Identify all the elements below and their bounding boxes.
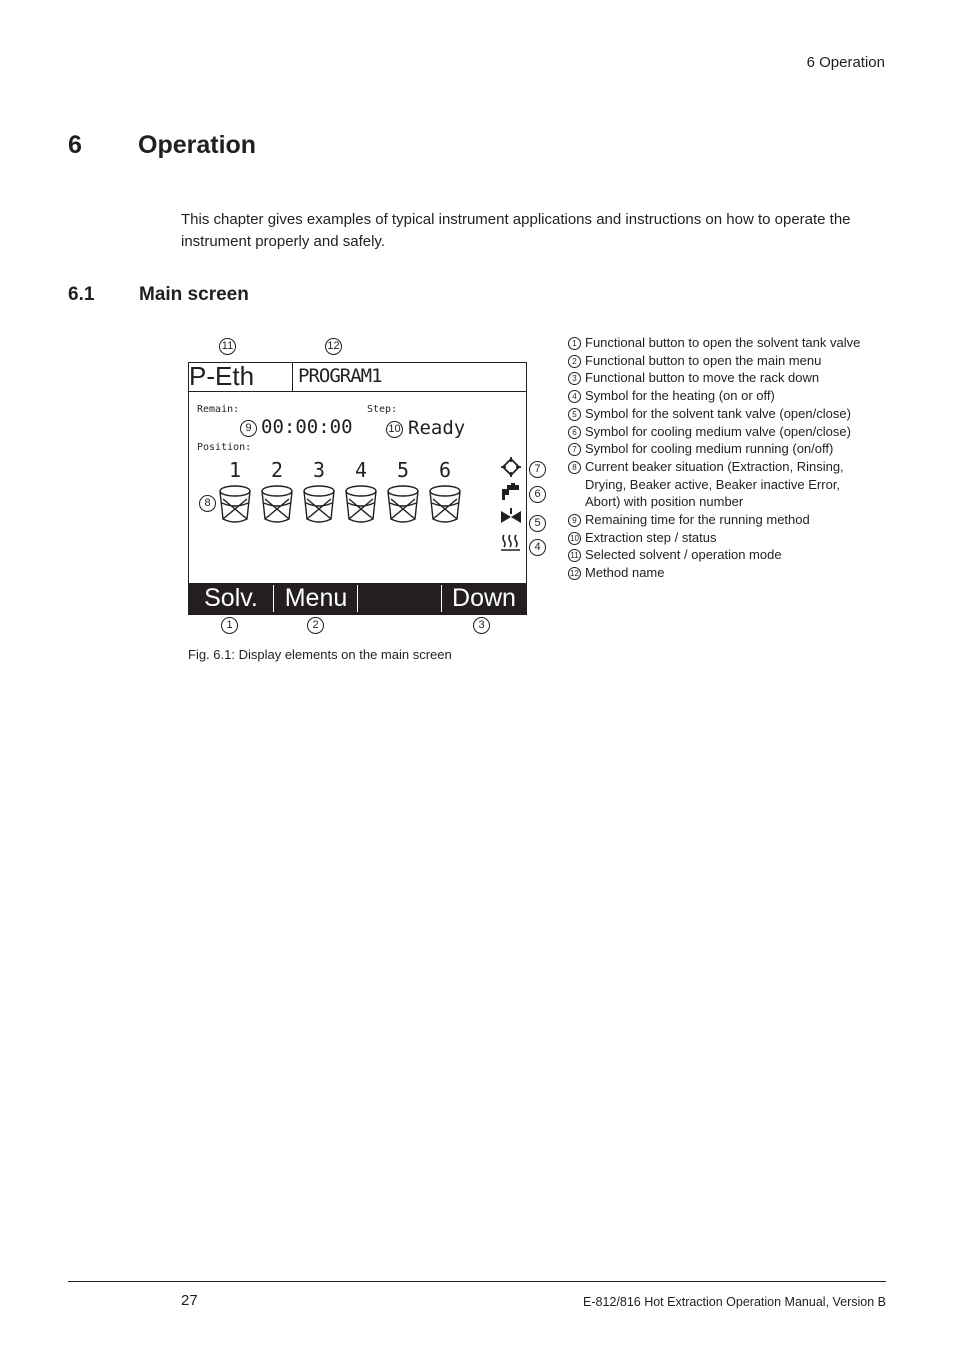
legend-number: 9: [568, 514, 581, 527]
position-number: 2: [270, 458, 284, 482]
callout-3: 3: [473, 617, 490, 634]
beaker-icon: [346, 486, 376, 522]
legend-number: 6: [568, 426, 581, 439]
legend-item: [568, 387, 898, 405]
down-softkey[interactable]: Down: [452, 584, 516, 612]
legend-item: [568, 440, 898, 458]
legend-item: [568, 564, 898, 582]
heating-icon: [501, 535, 520, 550]
header-divider: [292, 363, 293, 392]
legend-number: 8: [568, 461, 581, 474]
figure-caption: Fig. 6.1: Display elements on the main screen: [188, 647, 452, 662]
lcd-display: [188, 362, 527, 615]
callout-2: 2: [307, 617, 324, 634]
legend-text: Remaining time for the running method: [585, 512, 810, 528]
chapter-number: 6: [68, 131, 82, 159]
solvent-valve-icon: [501, 508, 521, 523]
chapter-title: Operation: [138, 131, 257, 159]
callout-4: 4: [529, 539, 546, 556]
menu-softkey[interactable]: Menu: [284, 584, 348, 612]
cooling-running-icon: [501, 457, 521, 477]
legend-item: [568, 369, 898, 387]
position-number: 3: [312, 458, 326, 482]
legend-text: Selected solvent / operation mode: [585, 547, 782, 563]
legend-number: 12: [568, 567, 581, 580]
beaker-icon: [304, 486, 334, 522]
beaker-icon: [220, 486, 250, 522]
legend-number: 11: [568, 549, 581, 562]
legend-item: [568, 511, 898, 529]
beaker-icon: [262, 486, 292, 522]
cooling-valve-icon: [502, 483, 519, 500]
legend-number: 7: [568, 443, 581, 456]
legend-text: Symbol for cooling medium valve (open/close): [585, 423, 851, 439]
status-symbols: [499, 457, 525, 563]
beaker-row: [217, 483, 477, 527]
solvent-softkey[interactable]: Solv.: [204, 584, 258, 612]
header-rule: [189, 391, 526, 392]
legend-text: Current beaker situation (Extraction, Rinsing, Drying, Beaker active, Beaker inactive Error, Abort) with position number: [585, 458, 844, 510]
beaker-icon: [388, 486, 418, 522]
beaker-icon: [430, 486, 460, 522]
callout-1: 1: [221, 617, 238, 634]
legend-text: Functional button to move the rack down: [585, 370, 820, 386]
solvent-label: P-Eth: [189, 361, 255, 391]
legend-text: Symbol for cooling medium running (on/off): [585, 441, 834, 457]
position-label: Position:: [197, 442, 252, 453]
legend-number: 4: [568, 390, 581, 403]
legend-item: [568, 546, 898, 564]
legend-text: Functional button to open the main menu: [585, 352, 822, 368]
callout-9: 9: [240, 420, 257, 437]
legend-item: [568, 352, 898, 370]
position-number: 6: [438, 458, 452, 482]
legend-item: [568, 334, 898, 352]
section-number: 6.1: [68, 284, 95, 305]
callout-7: 7: [529, 461, 546, 478]
remaining-time: 00:00:00: [261, 416, 353, 438]
callout-12: 12: [325, 338, 342, 355]
softkey-bar: [189, 583, 526, 614]
legend-text: Symbol for the solvent tank valve (open/close): [585, 405, 851, 421]
step-label: Step:: [367, 404, 398, 415]
program-name: PROGRAM1: [298, 365, 382, 387]
legend-list: [568, 334, 898, 582]
legend-item: [568, 423, 898, 441]
legend-item: [568, 458, 855, 511]
callout-5: 5: [529, 515, 546, 532]
position-number: 5: [396, 458, 410, 482]
callout-6: 6: [529, 486, 546, 503]
legend-number: 10: [568, 532, 581, 545]
legend-number: 5: [568, 408, 581, 421]
legend-text: Method name: [585, 565, 665, 581]
running-header: 6 Operation: [806, 54, 885, 71]
empty-softkey[interactable]: [358, 583, 441, 614]
step-status: Ready: [408, 417, 466, 439]
position-number: 1: [228, 458, 242, 482]
chapter-intro: This chapter gives examples of typical instrument applications and instructions on how to operate the instrument properly and safely.: [181, 211, 851, 250]
position-number: 4: [354, 458, 368, 482]
legend-text: Extraction step / status: [585, 529, 717, 545]
document-title: E-812/816 Hot Extraction Operation Manual, Version B: [583, 1295, 886, 1309]
legend-item: [568, 529, 898, 547]
legend-number: 3: [568, 372, 581, 385]
legend-text: Symbol for the heating (on or off): [585, 388, 775, 404]
section-title: Main screen: [139, 284, 249, 305]
legend-item: [568, 405, 898, 423]
legend-text: Functional button to open the solvent tank valve: [585, 335, 861, 350]
legend-number: 1: [568, 337, 581, 350]
footer-rule: [68, 1281, 886, 1282]
callout-10: 10: [386, 421, 403, 438]
callout-11: 11: [219, 338, 236, 355]
page-number: 27: [181, 1292, 198, 1309]
legend-number: 2: [568, 355, 581, 368]
callout-8: 8: [199, 495, 216, 512]
remain-label: Remain:: [197, 404, 240, 415]
